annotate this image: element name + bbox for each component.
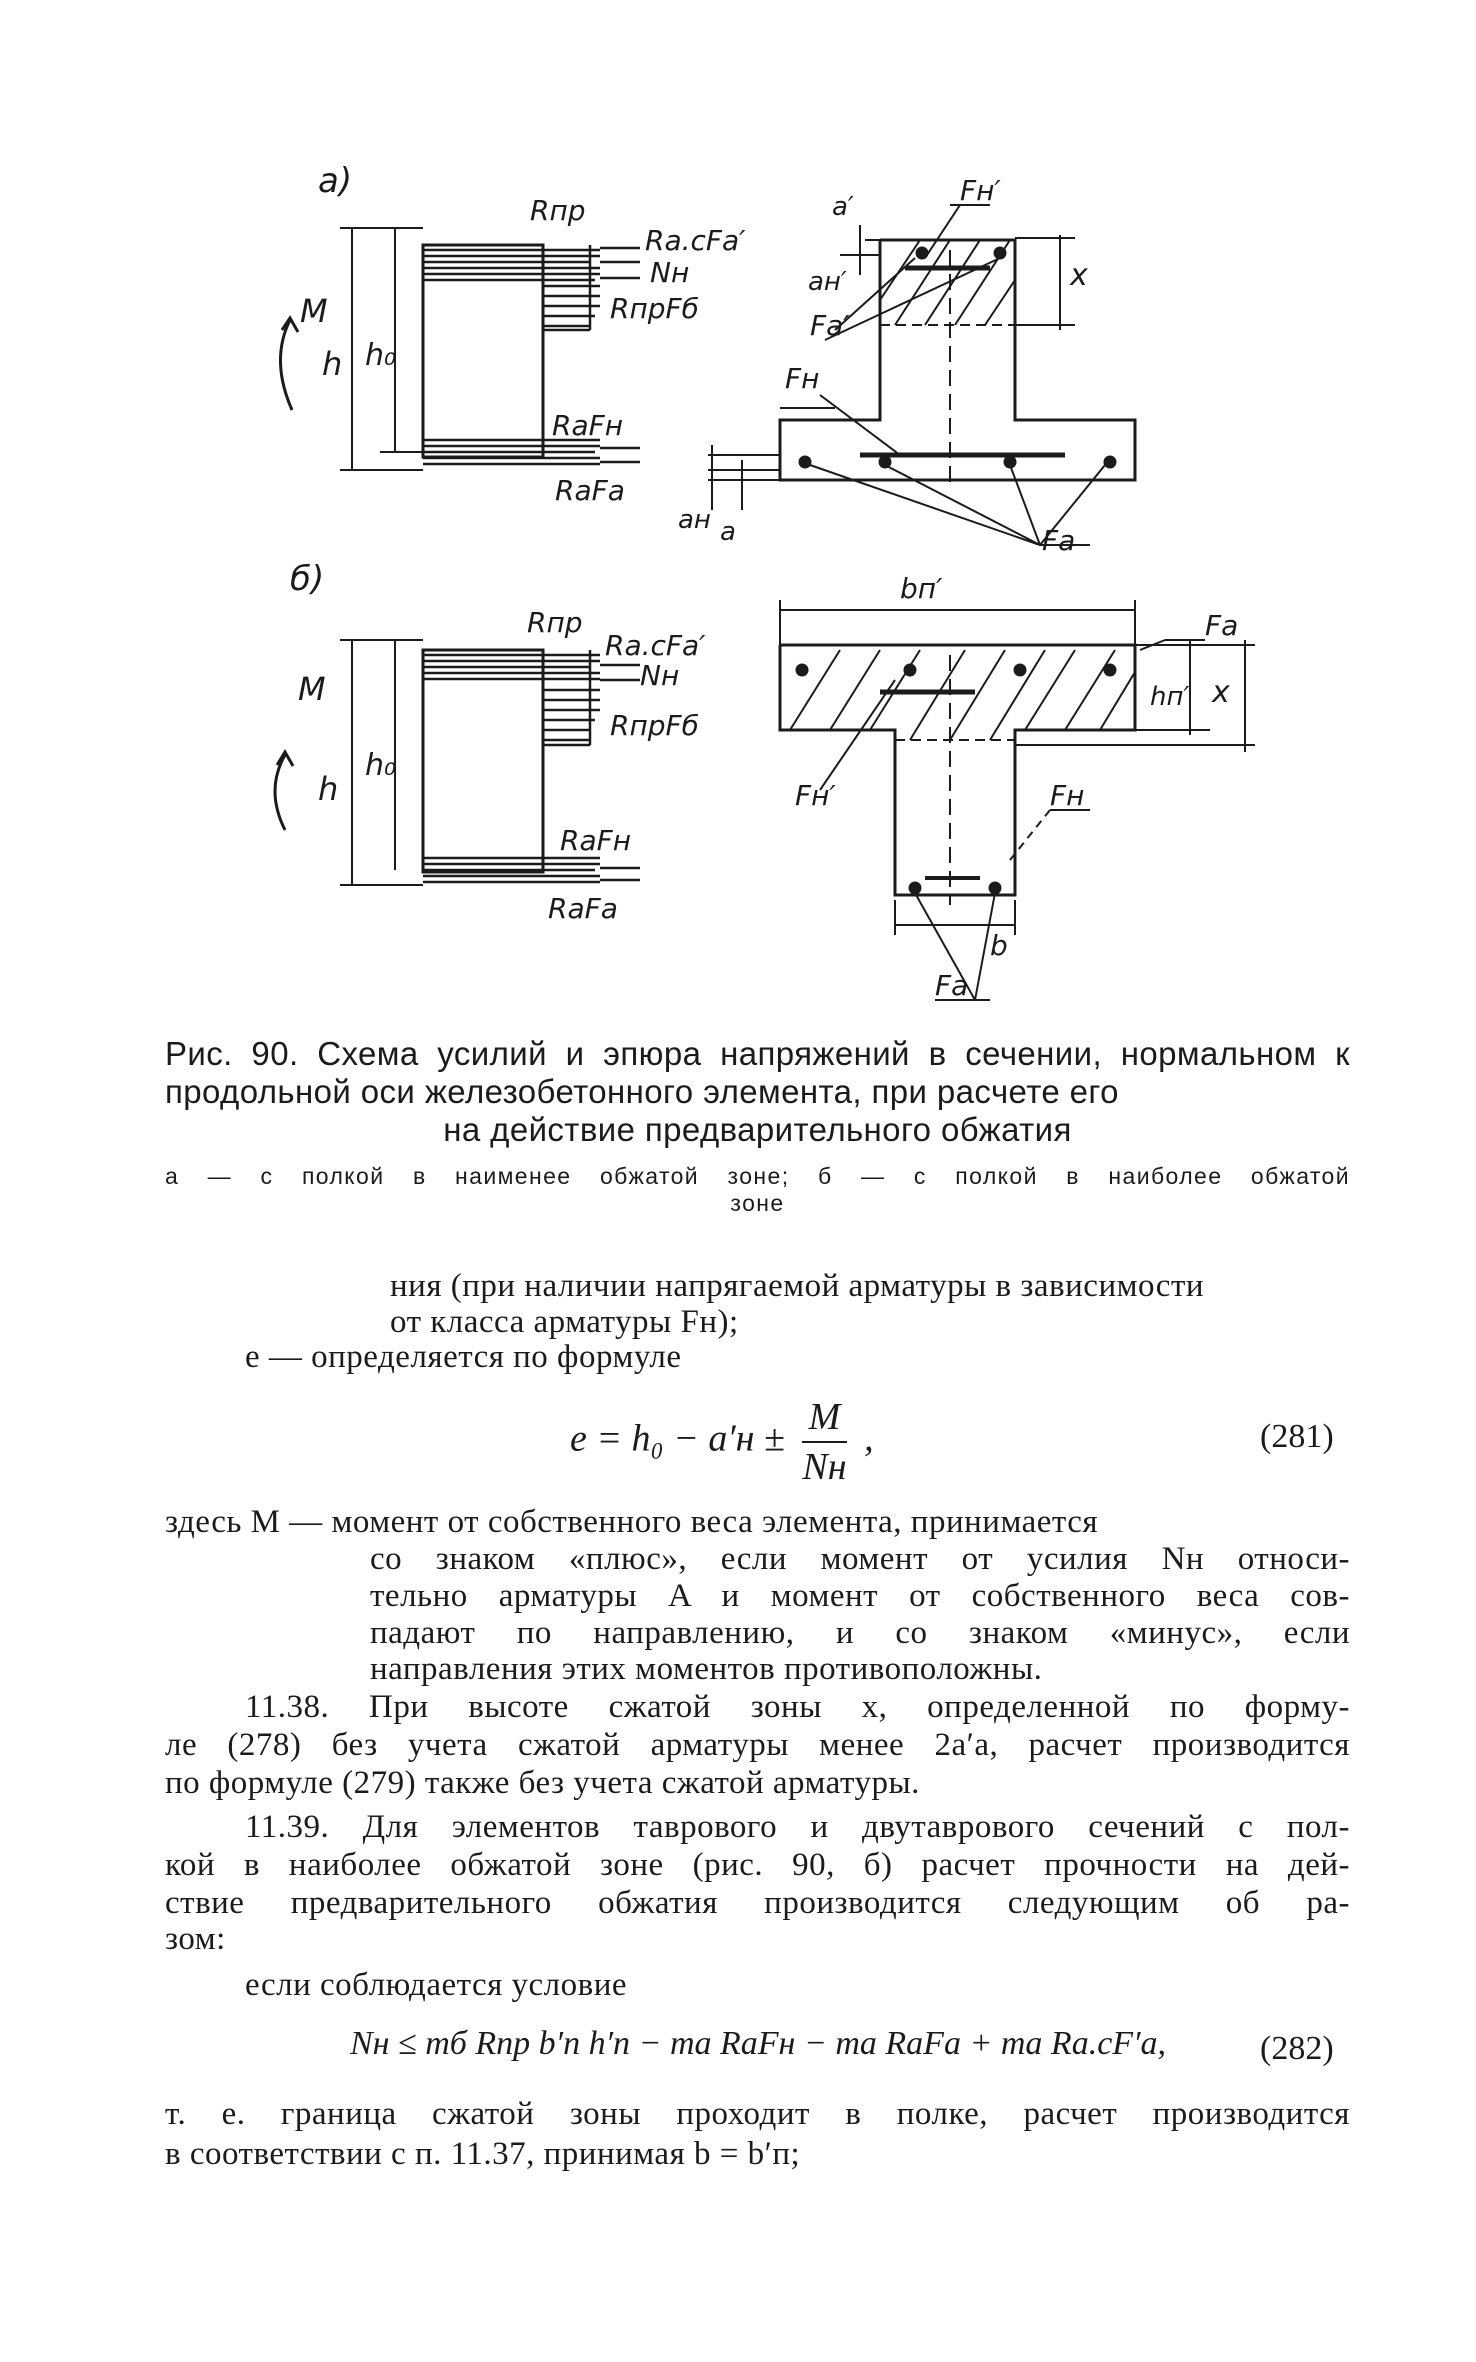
body-line-10: ле (278) без учета сжатой арматуры менее 2a′a, расчет производится [165, 1727, 1350, 1763]
label-Rpr-b: Rпр [527, 606, 583, 639]
body-line-2: от класса арматуры Fн); [390, 1304, 739, 1340]
t-section-b [780, 600, 1255, 1000]
body-line-14: ствие предварительного обжатия производится следующим об ра- [165, 1885, 1350, 1921]
eq281-tail: , [864, 1417, 874, 1460]
label-RaFa-b: RaFa [548, 892, 618, 925]
label-a-prime-a: a′ [832, 192, 854, 222]
label-M-b: M [298, 670, 326, 708]
eq281-numerator: M [802, 1395, 846, 1443]
label-M-a: M [300, 292, 328, 330]
body-line-15: если соблюдается условие [245, 1967, 628, 2003]
caption-legend-line1: а — с полкой в наименее обжатой зоне; б — с полкой в наиболее обжатой [165, 1163, 1350, 1189]
equation-281 [570, 1395, 874, 1489]
caption-title-text: Рис. 90. Схема усилий и эпюра напряжений в сечении, нормальном к продольной оси железобетонного элемента, при расчете его [165, 1035, 1350, 1110]
t-section-a [708, 205, 1135, 545]
label-a-a: a [720, 517, 736, 547]
eq281-denominator: Nн [802, 1446, 847, 1488]
label-Fa-bottom-b: Fa [935, 969, 969, 1002]
figure-caption-legend [165, 1163, 1350, 1217]
body-line-14b: зом: [165, 1921, 226, 1957]
label-h-a: h [322, 345, 343, 383]
label-RaFn-a: RaFн [552, 409, 624, 442]
caption-title-last: на действие предварительного обжатия [443, 1111, 1072, 1148]
label-Fn-a: Fн [785, 362, 820, 395]
label-h0-a: h₀ [365, 338, 397, 373]
label-x-a: x [1070, 258, 1088, 293]
body-line-7: падают по направлению, и со знаком «минус», если [370, 1615, 1350, 1651]
label-Fa-prime-a: Fa′ [810, 309, 850, 342]
figure-90 [0, 0, 1476, 1020]
eq281-fraction [802, 1395, 846, 1489]
label-bn-prime-b: bп′ [900, 572, 943, 605]
label-Nn-a: Nн [650, 256, 690, 289]
label-x-b: x [1212, 675, 1230, 710]
label-RprFb-b: RпрFб [610, 709, 699, 742]
label-RacFa-b: Ra.cFa′ [605, 629, 706, 662]
equation-282: Nн ≤ mб Rпр b′п h′п − ma RaFн − ma RaFa + ma Ra.cF′a, [350, 2025, 1166, 2062]
body-line-16: т. е. граница сжатой зоны проходит в полке, расчет производится [165, 2096, 1350, 2132]
body-line-6: тельно арматуры A и момент от собственного веса сов- [370, 1578, 1350, 1614]
caption-legend-line2: зоне [730, 1190, 785, 1216]
body-line-3: e — определяется по формуле [245, 1339, 682, 1375]
body-line-11: по формуле (279) также без учета сжатой арматуры. [165, 1765, 920, 1801]
equation-282-number: (282) [1260, 2030, 1334, 2067]
equation-281-number: (281) [1260, 1418, 1334, 1455]
label-an-prime-a: aн′ [808, 267, 847, 297]
label-Fn-prime-a: Fн′ [960, 174, 1001, 207]
panel-b-label: б) [290, 559, 325, 599]
body-line-1: ния (при наличии напрягаемой арматуры в зависимости [390, 1268, 1205, 1304]
body-line-4: здесь M — момент от собственного веса элемента, принимается [165, 1504, 1099, 1540]
body-line-9: 11.38. При высоте сжатой зоны x, определенной по форму- [245, 1689, 1350, 1725]
label-Rpr-a: Rпр [530, 194, 586, 227]
label-Nn-b: Nн [640, 659, 680, 692]
label-RacFa-a: Ra.cFa′ [645, 224, 746, 257]
label-RaFn-b: RaFн [560, 824, 632, 857]
body-line-12: 11.39. Для элементов таврового и двутаврового сечений с пол- [245, 1809, 1350, 1845]
body-line-8: направления этих моментов противоположны. [370, 1651, 1043, 1687]
label-Fn-b: Fн [1050, 779, 1085, 812]
label-b-b: b [990, 929, 1008, 962]
label-an-a: aн [678, 505, 711, 535]
body-line-13: кой в наиболее обжатой зоне (рис. 90, б) расчет прочности на дей- [165, 1847, 1350, 1883]
label-Fn-prime-b: Fн′ [795, 779, 836, 812]
body-line-5: со знаком «плюс», если момент от усилия Nн относи- [370, 1541, 1350, 1577]
label-Fa-top-b: Fa [1205, 609, 1239, 642]
eq281-lhs: e = h₀ − a′н ± [570, 1417, 785, 1460]
body-line-17: в соответствии с п. 11.37, принимая b = b′п; [165, 2136, 801, 2172]
label-h-b: h [318, 770, 339, 808]
figure-caption-title [165, 1035, 1350, 1149]
label-Fa-a: Fa [1042, 524, 1076, 557]
label-hn-prime-b: hп′ [1150, 682, 1190, 712]
label-RaFa-a: RaFa [555, 474, 625, 507]
label-h0-b: h₀ [365, 748, 397, 783]
label-RprFb-a: RпрFб [610, 292, 699, 325]
panel-a-label: а) [318, 161, 353, 201]
